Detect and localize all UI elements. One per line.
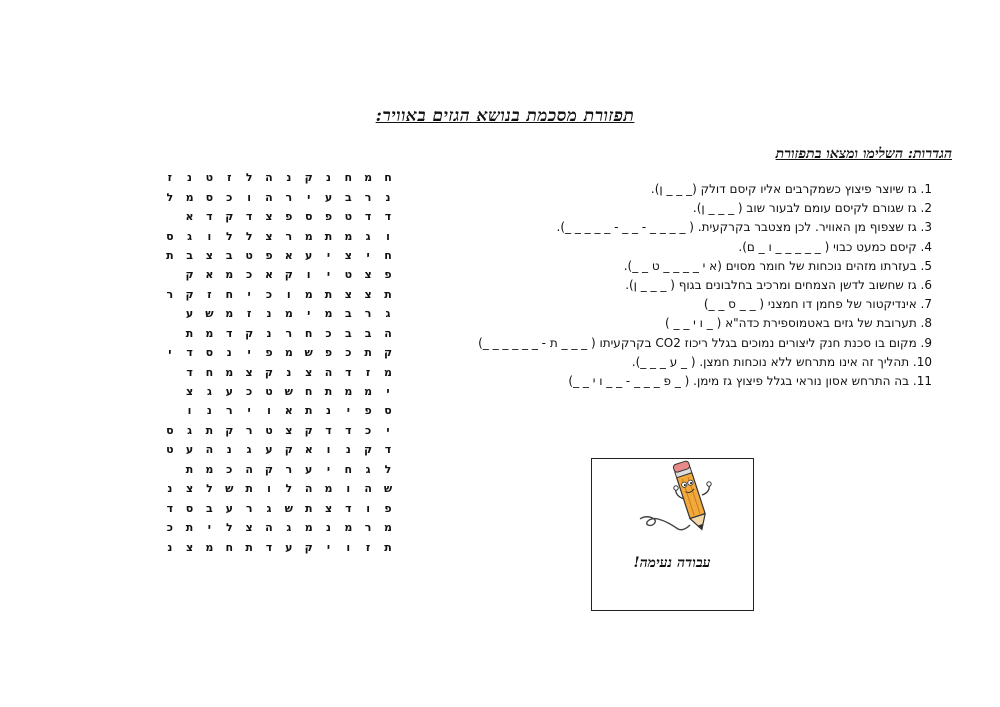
grid-row	[160, 207, 398, 226]
clue-item: 6. גז שחשוב לדשן הצמחים ומרכיב בחלבונים בגוף ( _ _ _ ן).	[625, 277, 932, 292]
grid-letter: ת	[185, 521, 194, 535]
grid-letter: צ	[265, 210, 273, 224]
grid-letter: כ	[246, 385, 253, 399]
clue-item: 9. מקום בו סכנת חנק ליצורים נמוכים בגלל ריכוז CO2 בקרקעיתו ( _ _ _ ת - _ _ _ _ _ _)	[478, 335, 932, 350]
grid-letter: ס	[166, 229, 174, 243]
grid-letter: ו	[386, 229, 390, 243]
grid-letter: ש	[225, 482, 234, 496]
grid-letter: י	[207, 521, 212, 535]
grid-letter: ד	[206, 210, 213, 224]
grid-letter: כ	[345, 346, 352, 360]
grid-letter: ת	[304, 404, 313, 418]
grid-letter: מ	[344, 229, 353, 243]
grid-letter: פ	[285, 210, 293, 224]
grid-row	[160, 362, 398, 381]
grid-letter: ת	[185, 462, 194, 476]
grid-letter: פ	[265, 248, 273, 262]
grid-letter: ס	[185, 501, 194, 515]
grid-letter: ת	[324, 385, 333, 399]
grid-letter: ב	[344, 307, 352, 321]
grid-letter: ד	[325, 423, 332, 437]
grid-letter: ק	[284, 268, 293, 282]
clue-item: 7. אינדיקטור של פחמן דו חמצני ( _ _ ס _ _)	[703, 297, 932, 312]
grid-letter: ו	[366, 501, 370, 515]
grid-letter: ר	[166, 287, 174, 301]
grid-letter: צ	[185, 540, 194, 554]
grid-letter: י	[346, 404, 350, 418]
grid-letter: ת	[384, 287, 392, 301]
grid-letter: ל	[225, 521, 233, 535]
grid-letter: ה	[205, 443, 214, 457]
grid-letter: ו	[247, 190, 252, 204]
grid-letter: י	[247, 346, 251, 360]
grid-letter: ק	[364, 443, 373, 457]
grid-letter: ו	[306, 268, 311, 282]
grid-letter: ע	[225, 501, 233, 515]
grid-letter: נ	[345, 443, 351, 457]
grid-letter: מ	[324, 482, 333, 496]
grid-letter: ת	[324, 229, 333, 243]
grid-letter: ק	[225, 423, 234, 437]
grid-letter: י	[326, 462, 331, 476]
grid-letter: ח	[304, 385, 313, 399]
grid-letter: ק	[304, 540, 313, 554]
grid-letter: ש	[284, 385, 293, 399]
grid-letter: צ	[185, 482, 194, 496]
grid-letter: מ	[344, 385, 353, 399]
grid-empty-cell	[160, 265, 180, 284]
grid-letter: ט	[265, 423, 273, 437]
grid-letter: ט	[344, 268, 353, 282]
grid-letter: ד	[186, 365, 193, 379]
grid-letter: ה	[384, 326, 392, 340]
grid-letter: מ	[284, 346, 293, 360]
grid-letter: פ	[324, 346, 333, 360]
grid-letter: י	[386, 423, 390, 437]
grid-letter: ו	[187, 404, 192, 418]
clue-list	[405, 180, 932, 391]
grid-letter: ש	[205, 307, 214, 321]
grid-letter: י	[386, 385, 390, 399]
grid-letter: ת	[166, 248, 174, 262]
page-title: תפזורת מסכמת בנושא הגזים באוויר:	[375, 106, 635, 126]
grid-letter: פ	[384, 268, 392, 282]
grid-letter: ג	[246, 443, 252, 457]
grid-letter: ר	[245, 501, 253, 515]
grid-letter: א	[185, 210, 194, 224]
grid-letter: ק	[304, 171, 313, 185]
grid-letter: נ	[286, 171, 292, 185]
grid-letter: ז	[167, 171, 173, 185]
grid-letter: ל	[206, 482, 213, 496]
grid-empty-cell	[160, 304, 180, 323]
grid-letter: ל	[245, 229, 253, 243]
grid-letter: ר	[285, 462, 293, 476]
clue-item: 8. תערובת של גזים באטמוספירת כדה"א ( _ ו י _ _ )	[665, 316, 932, 331]
grid-letter: פ	[265, 346, 273, 360]
grid-letter: ת	[245, 540, 253, 554]
grid-letter: צ	[245, 365, 253, 379]
grid-letter: ד	[384, 210, 392, 224]
grid-row	[160, 537, 398, 556]
grid-letter: ג	[365, 462, 371, 476]
grid-letter: ת	[324, 287, 333, 301]
grid-letter: מ	[344, 521, 353, 535]
grid-letter: ז	[227, 171, 232, 185]
grid-letter: נ	[167, 540, 173, 554]
grid-letter: ג	[266, 501, 272, 515]
clue-item: 11. בה התרחש אסון נוראי בגלל פיצוץ גז מימן. ( _ פ _ _ _ - _ _ ו י _ _)	[568, 373, 932, 388]
grid-letter: א	[284, 404, 293, 418]
grid-letter: ד	[364, 210, 372, 224]
grid-letter: ע	[225, 385, 233, 399]
grid-letter: ק	[264, 365, 273, 379]
grid-letter: ד	[226, 326, 233, 340]
grid-letter: ר	[364, 307, 372, 321]
grid-letter: מ	[205, 540, 214, 554]
grid-letter: ש	[304, 346, 313, 360]
grid-row	[160, 498, 398, 517]
encouragement-card	[591, 458, 754, 611]
grid-letter: ב	[344, 190, 352, 204]
grid-letter: י	[326, 248, 331, 262]
grid-letter: מ	[284, 307, 293, 321]
grid-letter: ח	[344, 462, 353, 476]
grid-letter: ט	[205, 171, 214, 185]
grid-letter: צ	[245, 521, 253, 535]
grid-empty-cell	[160, 324, 180, 343]
grid-letter: ק	[225, 210, 234, 224]
grid-letter: מ	[324, 307, 333, 321]
grid-row	[160, 304, 398, 323]
grid-row	[160, 226, 398, 245]
grid-letter: ד	[245, 210, 253, 224]
grid-letter: כ	[226, 462, 233, 476]
grid-letter: ל	[384, 462, 392, 476]
grid-letter: ס	[166, 423, 174, 437]
grid-letter: ר	[285, 326, 293, 340]
grid-letter: ט	[166, 443, 174, 457]
grid-letter: ו	[346, 482, 351, 496]
grid-letter: ג	[187, 423, 192, 437]
clue-item: 1. גז שיוצר פיצוץ כשמקרבים אליו קיסם דולק (_ _ _ ן).	[650, 182, 932, 196]
grid-letter: ג	[187, 229, 192, 243]
grid-letter: ד	[345, 423, 352, 437]
grid-letter: מ	[304, 521, 313, 535]
clue-item: 5. בעזרתו מזהים נוכחות של חומר מסוים (א י _ _ _ _ ט _ _).	[623, 258, 932, 273]
grid-letter: נ	[206, 404, 212, 418]
grid-letter: נ	[266, 326, 272, 340]
grid-letter: ו	[326, 443, 331, 457]
grid-letter: ר	[225, 404, 233, 418]
grid-letter: ד	[345, 501, 352, 515]
grid-letter: ד	[345, 365, 352, 379]
grid-row	[160, 518, 398, 537]
grid-letter: ח	[384, 171, 392, 185]
grid-letter: ב	[206, 501, 213, 515]
clue-item: 2. גז שגורם לקיסם עומם לבעור שוב ( _ _ _ ן).	[692, 201, 932, 216]
grid-letter: נ	[266, 307, 272, 321]
grid-letter: ר	[364, 521, 372, 535]
grid-letter: ר	[285, 190, 293, 204]
grid-letter: ח	[205, 365, 214, 379]
grid-letter: ד	[265, 540, 273, 554]
grid-letter: א	[284, 248, 293, 262]
grid-letter: ג	[385, 307, 391, 321]
grid-letter: מ	[185, 190, 194, 204]
grid-letter: ק	[304, 423, 313, 437]
grid-letter: ס	[384, 404, 392, 418]
grid-letter: ט	[245, 248, 253, 262]
grid-letter: ג	[286, 521, 292, 535]
grid-row	[160, 324, 398, 343]
grid-letter: ק	[185, 287, 194, 301]
clue-item: 10. תהליך זה אינו מתרחש ללא נוכחות חמצן. ( _ ע _ _ _).	[631, 354, 932, 369]
grid-letter: י	[168, 346, 172, 360]
grid-letter: ו	[267, 404, 271, 418]
grid-row	[160, 187, 398, 206]
grid-letter: ל	[285, 482, 293, 496]
grid-row	[160, 421, 398, 440]
grid-letter: י	[247, 404, 251, 418]
grid-row	[160, 460, 398, 479]
grid-letter: כ	[265, 287, 273, 301]
definitions-heading: הגדרות: השלימו ומצאו בתפזורת	[775, 146, 952, 162]
grid-letter: ז	[365, 365, 371, 379]
grid-letter: מ	[225, 307, 234, 321]
grid-letter: ד	[186, 346, 193, 360]
grid-letter: צ	[265, 229, 273, 243]
grid-letter: ז	[246, 307, 252, 321]
grid-letter: ג	[206, 385, 212, 399]
grid-letter: ה	[245, 462, 253, 476]
grid-empty-cell	[160, 401, 180, 420]
grid-letter: ט	[265, 385, 273, 399]
grid-letter: פ	[324, 210, 333, 224]
grid-letter: מ	[205, 326, 214, 340]
grid-letter: ת	[245, 482, 253, 496]
grid-letter: ס	[304, 210, 313, 224]
grid-letter: ח	[384, 248, 392, 262]
grid-letter: ע	[324, 190, 333, 204]
grid-letter: ע	[185, 443, 194, 457]
grid-letter: ח	[225, 540, 234, 554]
grid-letter: כ	[325, 326, 332, 340]
grid-letter: ס	[205, 346, 214, 360]
grid-letter: ק	[383, 346, 393, 360]
grid-row	[160, 168, 398, 187]
grid-empty-cell	[160, 362, 180, 381]
grid-letter: מ	[304, 287, 313, 301]
grid-letter: ש	[284, 501, 293, 515]
grid-letter: ת	[185, 326, 194, 340]
grid-letter: ש	[383, 482, 393, 496]
grid-letter: ח	[344, 171, 353, 185]
grid-letter: ס	[205, 190, 214, 204]
grid-letter: ע	[185, 307, 194, 321]
grid-letter: ל	[245, 171, 253, 185]
grid-letter: צ	[364, 287, 372, 301]
grid-letter: ת	[364, 346, 372, 360]
grid-letter: כ	[166, 521, 173, 535]
grid-letter: כ	[364, 423, 372, 437]
grid-letter: ב	[344, 326, 352, 340]
grid-letter: ע	[285, 540, 293, 554]
grid-letter: נ	[226, 443, 232, 457]
grid-letter: ז	[207, 287, 212, 301]
grid-letter: ת	[205, 423, 214, 437]
grid-letter: נ	[326, 404, 332, 418]
grid-letter: ד	[384, 443, 392, 457]
grid-letter: י	[307, 307, 311, 321]
grid-empty-cell	[160, 207, 180, 226]
pencil-character-icon	[592, 459, 753, 610]
grid-letter: נ	[226, 346, 232, 360]
grid-letter: י	[326, 268, 331, 282]
grid-letter: ו	[267, 482, 271, 496]
grid-letter: ה	[304, 482, 313, 496]
clue-item: 3. גז שצפוף מן האוויר. לכן מצטבר בקרקעית. ( _ _ _ _ - _ _ - _ _ _ _ _).	[556, 220, 932, 235]
grid-letter: ק	[185, 268, 194, 282]
grid-letter: ת	[384, 540, 392, 554]
grid-letter: ט	[344, 210, 353, 224]
grid-letter: י	[366, 248, 370, 262]
grid-empty-cell	[160, 382, 180, 401]
grid-letter: ק	[284, 443, 293, 457]
grid-letter: י	[326, 540, 331, 554]
grid-letter: צ	[205, 248, 213, 262]
grid-letter: ל	[166, 190, 174, 204]
grid-letter: מ	[364, 385, 373, 399]
grid-letter: צ	[344, 287, 352, 301]
grid-letter: ע	[265, 443, 273, 457]
grid-row	[160, 382, 398, 401]
grid-letter: נ	[167, 482, 173, 496]
grid-letter: נ	[385, 190, 391, 204]
grid-row	[160, 440, 398, 459]
grid-letter: נ	[326, 171, 332, 185]
grid-letter: ה	[324, 365, 333, 379]
grid-letter: ה	[364, 482, 372, 496]
grid-letter: א	[304, 443, 313, 457]
grid-letter: ב	[225, 248, 233, 262]
grid-letter: ק	[264, 462, 273, 476]
grid-letter: מ	[304, 229, 313, 243]
clue-item: 4. קיסם כמעט כבוי ( _ _ _ _ _ ו _ ם).	[738, 239, 932, 254]
grid-letter: ח	[304, 326, 313, 340]
grid-letter: צ	[285, 423, 293, 437]
grid-letter: מ	[225, 365, 234, 379]
grid-letter: צ	[344, 248, 352, 262]
grid-letter: ו	[346, 540, 351, 554]
grid-letter: י	[247, 287, 251, 301]
grid-row	[160, 479, 398, 498]
grid-row	[160, 285, 398, 304]
grid-letter: ע	[305, 462, 313, 476]
grid-letter: ח	[225, 287, 234, 301]
grid-letter: א	[205, 268, 214, 282]
grid-row	[160, 401, 398, 420]
grid-letter: נ	[286, 365, 292, 379]
grid-row	[160, 343, 398, 362]
grid-letter: כ	[226, 190, 233, 204]
grid-letter: מ	[384, 521, 392, 535]
grid-letter: נ	[187, 171, 193, 185]
grid-letter: ב	[186, 248, 193, 262]
grid-letter: ה	[265, 521, 273, 535]
grid-letter: ד	[166, 501, 174, 515]
card-caption: עבודה נעימה!	[633, 555, 711, 571]
grid-letter: ת	[304, 501, 313, 515]
grid-letter: ה	[265, 190, 273, 204]
grid-letter: ו	[286, 287, 291, 301]
word-search-grid	[160, 168, 398, 557]
grid-letter: ר	[245, 423, 253, 437]
grid-letter: מ	[205, 462, 214, 476]
grid-empty-cell	[160, 460, 180, 479]
grid-letter: ב	[364, 326, 372, 340]
grid-letter: י	[307, 190, 311, 204]
grid-letter: ק	[245, 326, 254, 340]
grid-letter: ע	[305, 248, 313, 262]
grid-letter: ל	[225, 229, 233, 243]
grid-letter: צ	[305, 365, 313, 379]
grid-letter: צ	[185, 385, 194, 399]
grid-letter: מ	[225, 268, 234, 282]
grid-row	[160, 246, 398, 265]
grid-letter: צ	[364, 268, 372, 282]
grid-letter: ר	[364, 190, 372, 204]
grid-letter: מ	[364, 171, 373, 185]
grid-letter: פ	[384, 501, 392, 515]
grid-row	[160, 265, 398, 284]
grid-letter: נ	[326, 521, 332, 535]
grid-letter: ו	[207, 229, 212, 243]
grid-letter: כ	[246, 268, 253, 282]
grid-letter: א	[264, 268, 273, 282]
grid-letter: פ	[364, 404, 372, 418]
grid-letter: ז	[365, 540, 371, 554]
grid-letter: ה	[265, 171, 273, 185]
grid-letter: צ	[324, 501, 333, 515]
grid-letter: ר	[285, 229, 293, 243]
grid-letter: מ	[384, 365, 392, 379]
grid-letter: ג	[365, 229, 371, 243]
